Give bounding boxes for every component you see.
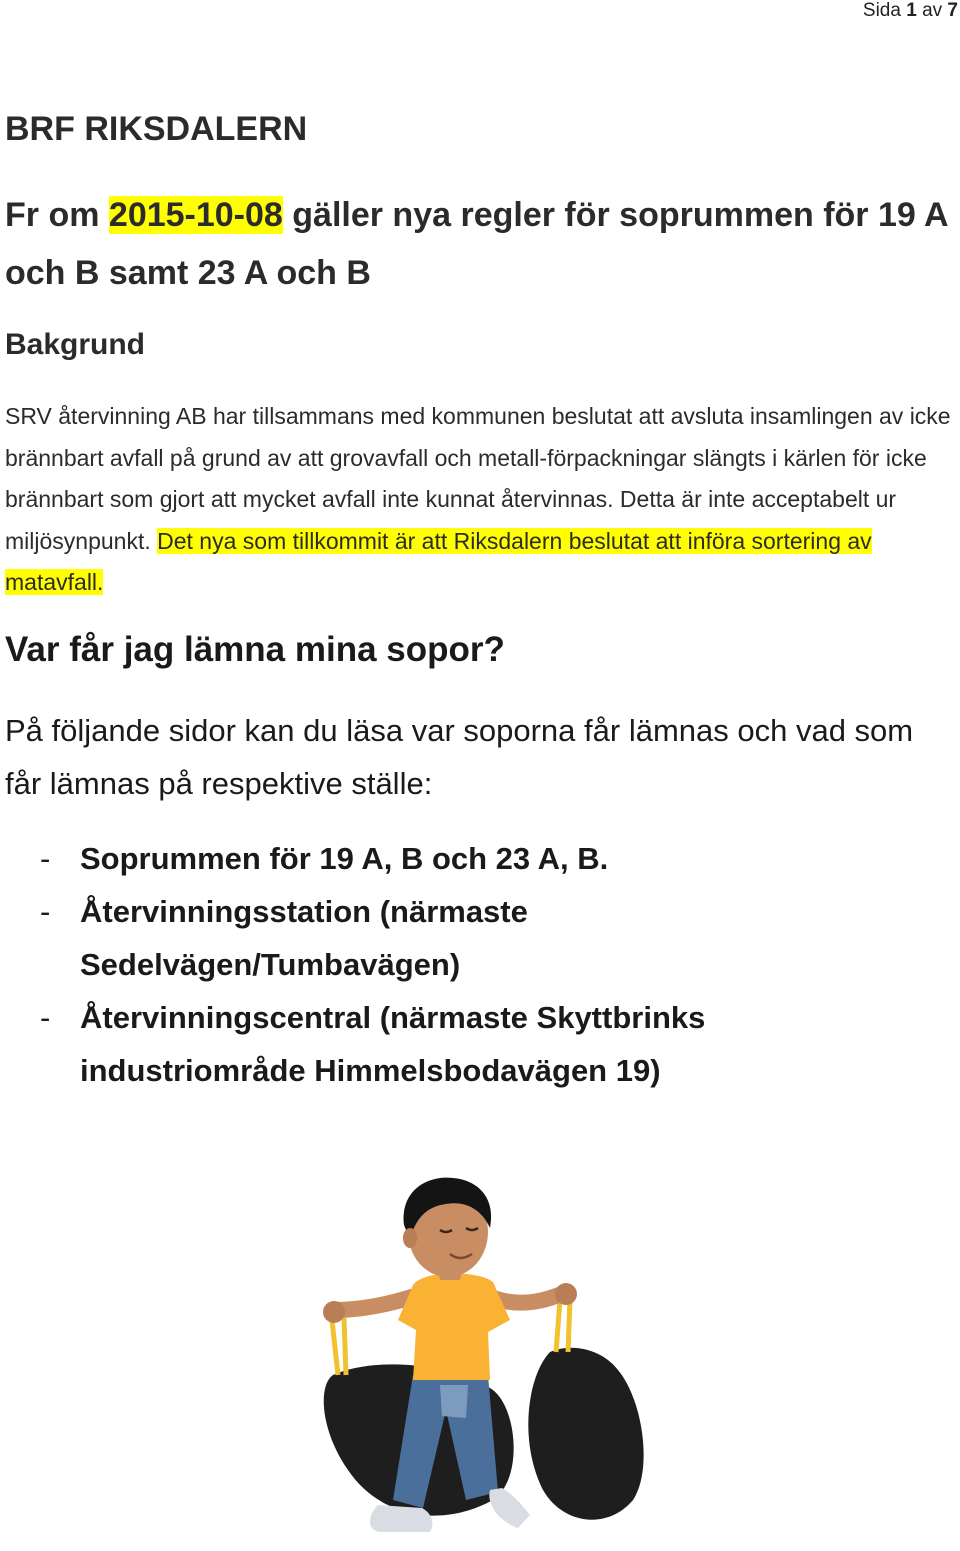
main-heading [5, 186, 955, 302]
location-text: Soprummen för 19 A, B och 23 A, B. [80, 841, 609, 876]
intro-text: På följande sidor kan du läsa var soporna får lämnas och vad som får lämnas på respektive ställe: [5, 713, 914, 801]
list-dash: - [40, 841, 51, 876]
page-number [863, 0, 958, 22]
background-paragraph [5, 396, 957, 604]
paragraph-text: SRV återvinning AB har tillsammans med kommunen beslutat att avsluta insamlingen av icke brännbart avfall på grund av att grovavfall och metall-förpackningar slängts i kärlen för icke brännbart som gjort att mycket avfall inte kunnat återvinnas. Detta är inte acceptabelt ur miljösynpunkt. [5, 403, 951, 554]
heading-suffix: gäller nya regler för soprummen för 19 A och B samt 23 A och B [5, 196, 948, 292]
person-carrying-trash-bags-icon [318, 1170, 648, 1550]
page-separator: av [922, 0, 943, 21]
location-text: Återvinningsstation (närmaste Sedelvägen/Tumbavägen) [80, 894, 528, 982]
org-title: BRF RIKSDALERN [5, 110, 308, 148]
list-dash: - [40, 894, 51, 929]
location-list [0, 832, 900, 1097]
location-item [0, 832, 900, 885]
question-heading: Var får jag lämna mina sopor? [5, 630, 505, 669]
location-item [0, 885, 900, 991]
heading-prefix: Fr om [5, 196, 100, 234]
section-title: Bakgrund [5, 328, 146, 361]
location-item [0, 991, 900, 1097]
list-dash: - [40, 1000, 51, 1035]
page-current: 1 [906, 0, 917, 21]
trash-bag-right-icon [528, 1348, 643, 1520]
location-text: Återvinningscentral (närmaste Skyttbrinks industriområde Himmelsbodavägen 19) [80, 1000, 706, 1088]
page-total: 7 [947, 0, 958, 21]
page-prefix: Sida [862, 0, 901, 21]
paragraph-highlight: Det nya som tillkommit är att Riksdalern beslutat att införa sortering av matavfall. [5, 527, 872, 595]
heading-date: 2015-10-08 [108, 196, 283, 234]
